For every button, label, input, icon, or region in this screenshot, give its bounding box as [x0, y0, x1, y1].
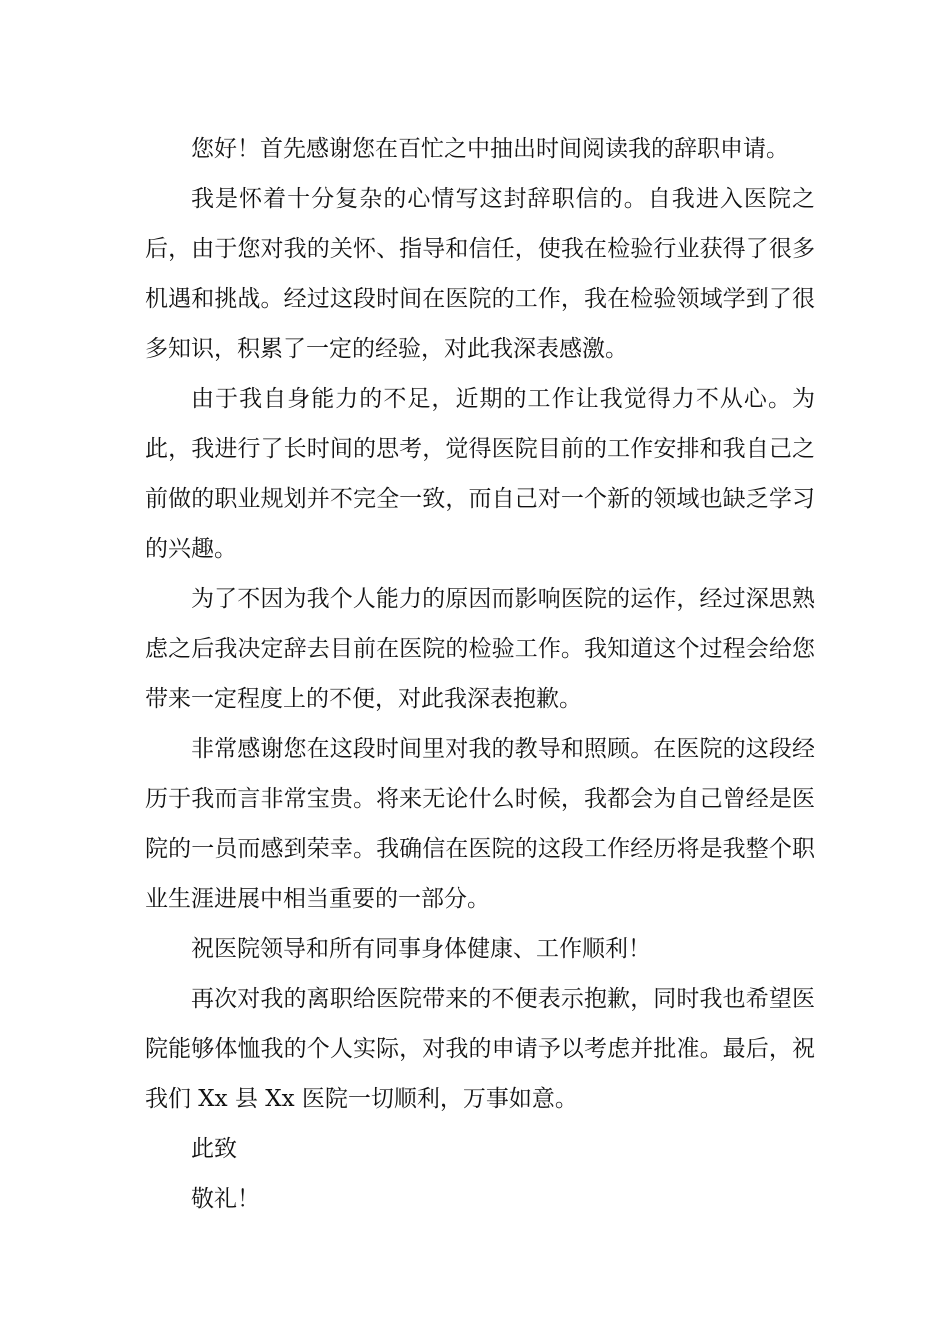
body-paragraph: 为了不因为我个人能力的原因而影响医院的运作，经过深思熟虑之后我决定辞去目前在医院的检验工作。我知道这个过程会给您带来一定程度上的不便，对此我深表抱歉。 [145, 586, 815, 712]
wishes-paragraph: 祝医院领导和所有同事身体健康、工作顺利！ [191, 936, 651, 962]
body-paragraph: 我是怀着十分复杂的心情写这封辞职信的。自我进入医院之后，由于您对我的关怀、指导和信任，使我在检验行业获得了很多机遇和挑战。经过这段时间在医院的工作，我在检验领域学到了很多知识，积累了一定的经验，对此我深表感激。 [145, 186, 815, 362]
body-paragraph: 非常感谢您在这段时间里对我的教导和照顾。在医院的这段经历于我而言非常宝贵。将来无论什么时候，我都会为自己曾经是医院的一员而感到荣幸。我确信在医院的这段工作经历将是我整个职业生涯进展中相当重要的一部分。 [145, 736, 815, 912]
closing-paragraph: 再次对我的离职给医院带来的不便表示抱歉，同时我也希望医院能够体恤我的个人实际，对我的申请予以考虑并批准。最后，祝我们 Xx 县 Xx 医院一切顺利，万事如意。 [145, 986, 815, 1112]
greeting-paragraph: 您好！首先感谢您在百忙之中抽出时间阅读我的辞职申请。 [191, 136, 789, 162]
salutation-line: 此致 [191, 1136, 237, 1162]
letter-body [145, 124, 815, 1224]
body-paragraph: 由于我自身能力的不足，近期的工作让我觉得力不从心。为此，我进行了长时间的思考，觉得医院目前的工作安排和我自己之前做的职业规划并不完全一致，而自己对一个新的领域也缺乏学习的兴趣。 [145, 386, 815, 562]
salutation-line: 敬礼！ [191, 1186, 260, 1212]
